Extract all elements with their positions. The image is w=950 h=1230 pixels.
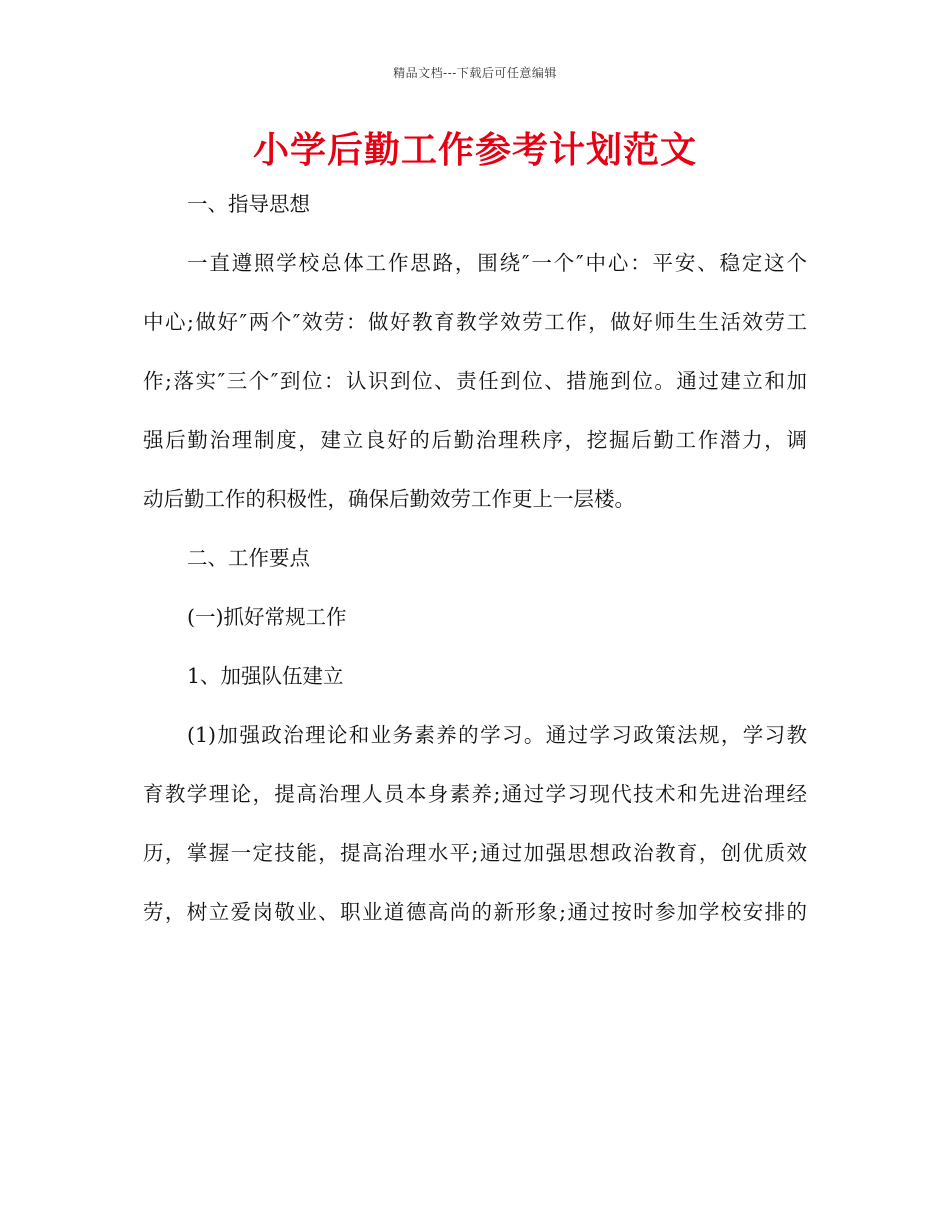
paragraph-line: 中心;做好″两个″效劳：做好教育教学效劳工作，做好师生生活效劳工 — [143, 310, 807, 334]
header-note: 精品文档---下载后可任意编辑 — [393, 66, 557, 80]
section-heading-guiding-thought: 一、指导思想 — [187, 192, 310, 216]
section-heading-work-points: 二、工作要点 — [187, 546, 310, 570]
document-title: 小学后勤工作参考计划范文 — [252, 130, 697, 171]
paragraph-line: 历，掌握一定技能，提高治理水平;通过加强思想政治教育，创优质效 — [143, 841, 807, 865]
item-heading-team-building: 1、加强队伍建立 — [187, 664, 344, 688]
paragraph-study — [143, 706, 807, 942]
paragraph-line: 劳，树立爱岗敬业、职业道德高尚的新形象;通过按时参加学校安排的 — [143, 900, 807, 924]
paragraph-line: 育教学理论，提高治理人员本身素养;通过学习现代技术和先进治理经 — [143, 782, 807, 806]
paragraph-guiding-thought — [143, 234, 807, 529]
paragraph-line: 强后勤治理制度，建立良好的后勤治理秩序，挖掘后勤工作潜力，调 — [143, 428, 807, 452]
paragraph-line: (1)加强政治理论和业务素养的学习。通过学习政策法规，学习教 — [187, 723, 807, 747]
subsection-heading-routine-work: (一)抓好常规工作 — [187, 605, 347, 629]
paragraph-line: 动后勤工作的积极性，确保后勤效劳工作更上一层楼。 — [143, 487, 635, 511]
paragraph-line: 作;落实″三个″到位：认识到位、责任到位、措施到位。通过建立和加 — [143, 369, 807, 393]
paragraph-line: 一直遵照学校总体工作思路，围绕″一个″中心：平安、稳定这个 — [187, 251, 807, 275]
document-body — [143, 175, 807, 942]
